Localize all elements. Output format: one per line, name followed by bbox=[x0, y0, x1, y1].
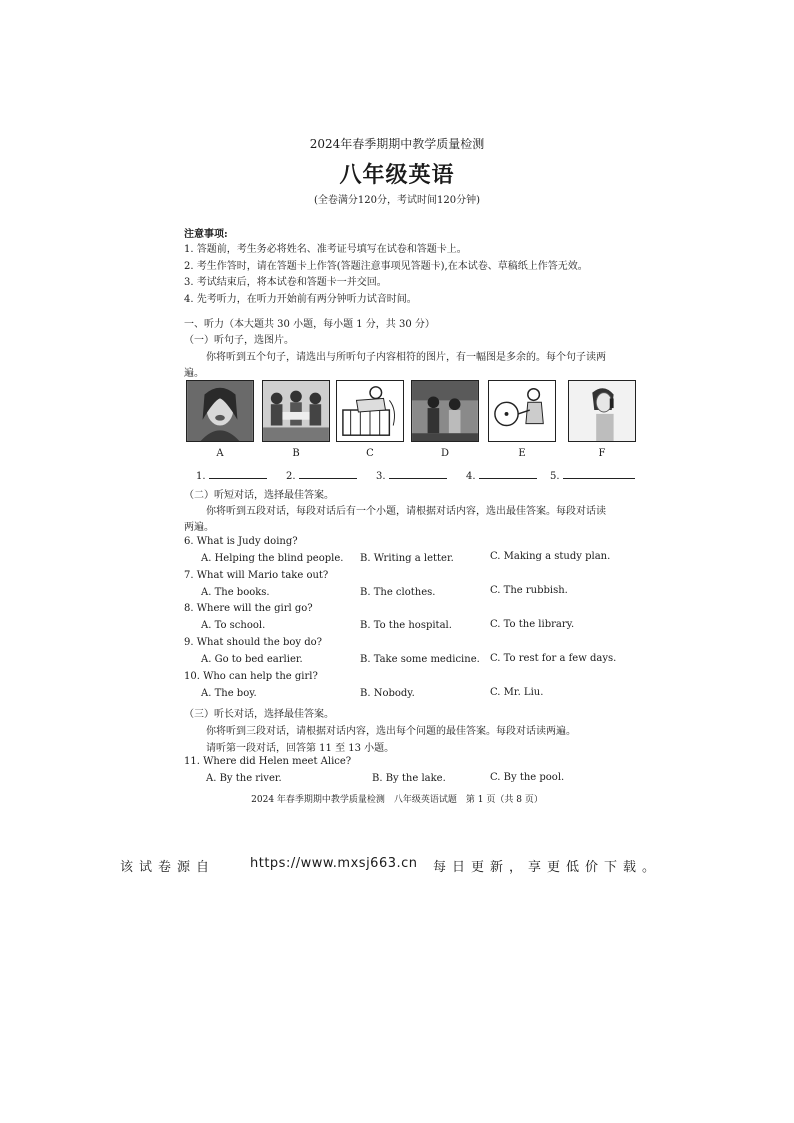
answer-blank-2: 2. bbox=[286, 468, 357, 482]
part1-instruction: 你将听到五个句子，请选出与所听句子内容相符的图片，有一幅图是多余的。每个句子读两 bbox=[206, 352, 606, 363]
part2-instruction: 你将听到五段对话，每段对话后有一个小题，请根据对话内容，选出最佳答案。每段对话读 bbox=[206, 506, 606, 517]
notes-heading: 注意事项: bbox=[184, 229, 228, 240]
part3-instruction: 你将听到三段对话，请根据对话内容，选出每个问题的最佳答案。每段对话读两遍。 bbox=[206, 726, 576, 737]
option-a: A. Helping the blind people. bbox=[201, 553, 344, 564]
question-7: 7. What will Mario take out? bbox=[184, 570, 329, 581]
option-b: B. Writing a letter. bbox=[360, 553, 454, 564]
option-a: A. The books. bbox=[201, 587, 270, 598]
picture-label: D bbox=[440, 448, 450, 459]
option-b: B. By the lake. bbox=[372, 773, 446, 784]
picture-d bbox=[411, 380, 479, 442]
option-c: C. By the pool. bbox=[490, 772, 565, 783]
answer-blank-4: 4. bbox=[466, 468, 537, 482]
part3-sub-instruction: 请听第一段对话，回答第 11 至 13 小题。 bbox=[206, 743, 395, 754]
source-suffix: 每日更新，享更低价下载。 bbox=[433, 860, 662, 875]
option-c: C. To rest for a few days. bbox=[490, 653, 617, 664]
girl-on-phone-image bbox=[569, 381, 635, 441]
source-prefix: 该试卷源自 bbox=[120, 860, 216, 875]
picture-e bbox=[488, 380, 556, 442]
question-10: 10. Who can help the girl? bbox=[184, 671, 318, 682]
blank-line bbox=[563, 468, 635, 479]
picture-f bbox=[568, 380, 636, 442]
blank-line bbox=[389, 468, 447, 479]
note-item: 1. 答题前，考生务必将姓名、准考证号填写在试卷和答题卡上。 bbox=[184, 244, 467, 255]
folding-clothes-image bbox=[337, 381, 403, 441]
group-reading-image bbox=[263, 381, 329, 441]
option-a: A. To school. bbox=[201, 620, 266, 631]
exam-name: 2024年春季期期中教学质量检测 bbox=[309, 137, 485, 151]
source-link[interactable]: https://www.mxsj663.cn bbox=[250, 856, 418, 871]
page-title: 八年级英语 bbox=[339, 162, 455, 188]
page-footer: 2024 年春季期期中教学质量检测 八年级英语试题 第 1 页（共 8 页） bbox=[251, 795, 543, 805]
helping-people-image bbox=[412, 381, 478, 441]
picture-c bbox=[336, 380, 404, 442]
picture-a bbox=[186, 380, 254, 442]
option-a: A. By the river. bbox=[206, 773, 282, 784]
question-8: 8. Where will the girl go? bbox=[184, 603, 313, 614]
answer-blank-3: 3. bbox=[376, 468, 447, 482]
blank-line bbox=[209, 468, 267, 479]
blank-line bbox=[479, 468, 537, 479]
option-c: C. The rubbish. bbox=[490, 585, 568, 596]
part1-instruction-cont: 遍。 bbox=[184, 368, 204, 379]
answer-blank-1: 1. bbox=[196, 468, 267, 482]
note-item: 4. 先考听力，在听力开始前有两分钟听力试音时间。 bbox=[184, 294, 417, 305]
blank-line bbox=[299, 468, 357, 479]
option-b: B. Take some medicine. bbox=[360, 654, 480, 665]
part1-title: （一）听句子，选图片。 bbox=[184, 335, 294, 346]
score-note: (全卷满分120分，考试时间120分钟) bbox=[314, 195, 480, 206]
note-item: 3. 考试结束后，将本试卷和答题卡一并交回。 bbox=[184, 277, 387, 288]
picture-label: E bbox=[518, 448, 526, 459]
question-11: 11. Where did Helen meet Alice? bbox=[184, 756, 352, 767]
answer-blank-5: 5. bbox=[550, 468, 635, 482]
question-9: 9. What should the boy do? bbox=[184, 637, 322, 648]
section-title: 一、听力（本大题共 30 小题，每小题 1 分，共 30 分） bbox=[184, 319, 435, 330]
picture-label: C bbox=[366, 448, 374, 459]
picture-label: A bbox=[216, 448, 224, 459]
part2-title: （二）听短对话，选择最佳答案。 bbox=[184, 490, 334, 501]
option-a: A. The boy. bbox=[201, 688, 257, 699]
option-a: A. Go to bed earlier. bbox=[201, 654, 303, 665]
option-c: C. To the library. bbox=[490, 619, 575, 630]
part2-instruction-cont: 两遍。 bbox=[184, 522, 214, 533]
option-b: B. Nobody. bbox=[360, 688, 415, 699]
note-item: 2. 考生作答时，请在答题卡上作答(答题注意事项见答题卡),在本试卷、草稿纸上作答无效。 bbox=[184, 261, 588, 272]
option-c: C. Mr. Liu. bbox=[490, 687, 544, 698]
picture-b bbox=[262, 380, 330, 442]
option-b: B. The clothes. bbox=[360, 587, 436, 598]
picture-label: B bbox=[292, 448, 300, 459]
option-b: B. To the hospital. bbox=[360, 620, 452, 631]
question-6: 6. What is Judy doing? bbox=[184, 536, 298, 547]
part3-title: （三）听长对话，选择最佳答案。 bbox=[184, 709, 334, 720]
picture-label: F bbox=[598, 448, 606, 459]
fixing-bike-image bbox=[489, 381, 555, 441]
option-c: C. Making a study plan. bbox=[490, 551, 611, 562]
crying-woman-image bbox=[187, 381, 253, 441]
